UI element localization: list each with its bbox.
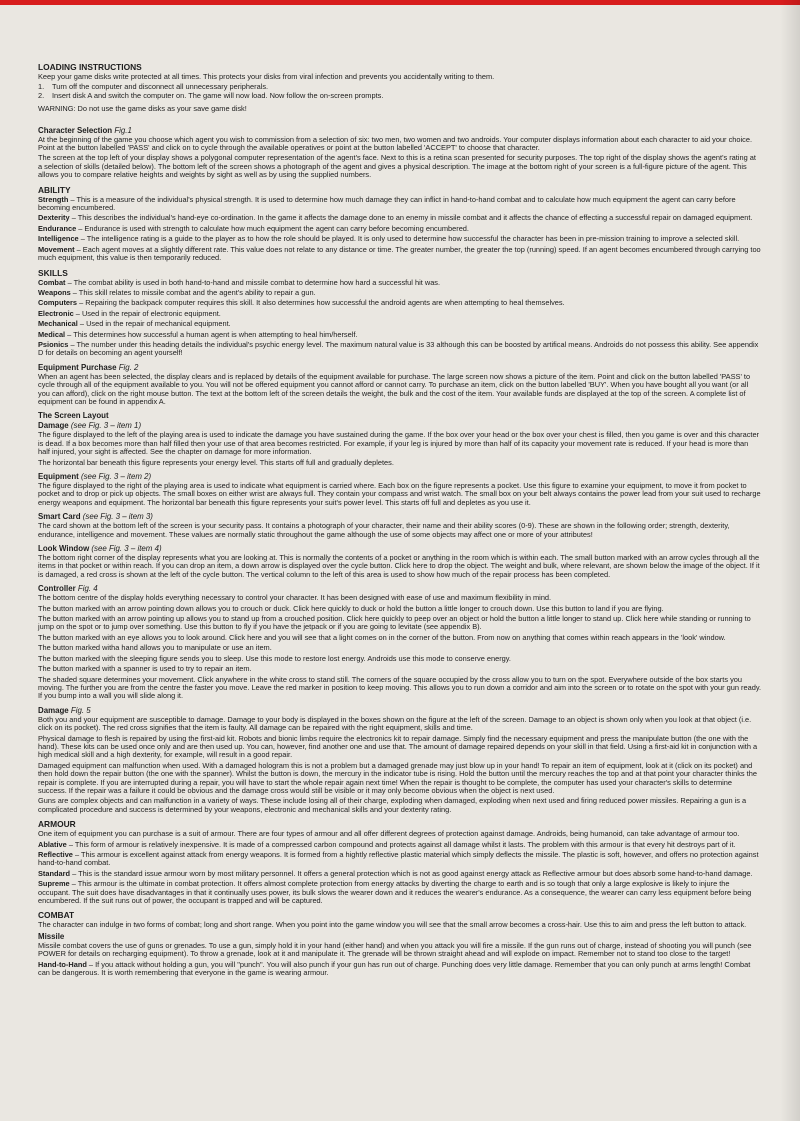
look-window-section (38, 544, 762, 579)
armour-title: ARMOUR (38, 819, 76, 830)
ability-item-strength: Strength – This is a measure of the individual's physical strength. It is used to determine how much damage they can inflict in hand-to-hand combat and to calculate how much equipment the agent can carry before becoming encumbered. (38, 194, 736, 213)
armour-item-supreme: Supreme – This armour is the ultimate in combat protection. It offers almost complete protection from energy attacks by diverting the charge to earth and is so tough that only a large explosive is likely to injure the occupant. The suit does have disadvantages in that it continually uses power, its bulk slows the wearer down and it reduces the wearer's endurance. As a consequence, the wearer can carry less equipment before being encumbered. If the suit runs out of power, the occupant is trapped and will be captured. (38, 879, 752, 906)
paragraph: Damaged equipment can malfunction when used. With a damaged hologram this is not a problem but a damaged grenade may just blow up in your hand! To repair an item of equipment, look at it (click on its pocket) and then hold down the repair button (the one with the spanner). Whilst the button is down, the mercury in the indicator tube is rising. Hold the button until the mercury reaches the top and at that point your character thinks the repair is complete. If you are interrupted during a repair, you will have to start the whole repair again next time! When the repair is thought to be complete, the computer has used your character's skills to determine success. If the repair was a failure it could be obvious and the damage cross would still be visible or it may only become obvious when the object is next used. (38, 760, 757, 795)
armour-item-standard: Standard – This is the standard issue armour worn by most military personnel. It offers a general protection which is not as good against energy attack as Reflective armour but does absorb some hand-to-hand damage. (38, 868, 753, 878)
screen-layout-title: The Screen Layout (38, 411, 109, 421)
ability-item-intelligence: Intelligence – The intelligence rating is a guide to the player as to how the role should be played. It is only used to determine how successful the character has been in pre-mission training to improve a selected skill. (38, 234, 740, 244)
skill-item-weapons: Weapons – This skill relates to missile combat and the agent's ability to repair a gun. (38, 287, 316, 297)
loading-step: 2. Insert disk A and switch the computer on. The game will now load. Now follow the on-screen prompts. (38, 90, 384, 100)
skill-item-psionics: Psionics – The number under this heading details the individual's psychic energy level. The maximum natural value is 33 although this can be boosted by artifical means. Androids do not possess this ability. See appendix D for details on becoming an agent yourself! (38, 339, 759, 358)
armour-item-reflective: Reflective – This armour is excellent against attack from energy weapons. It is formed from a hightly reflective plastic material which simply deflects the missile. The plastic is soft, however, and offers no protection against hand-to-hand combat. (38, 850, 759, 868)
damage-title: Damage Fig. 5 (38, 705, 91, 715)
controller-subtitle: Controller Fig. 4 (38, 584, 98, 594)
combat-title: COMBAT (38, 910, 75, 921)
paragraph: The figure displayed to the left of the playing area is used to indicate the damage you have sustained during the game. If the box over your head or the box over your chest is filled, then you game is over and this character is dead. If a box becomes more than half filled then your use of that area becomes restricted. For example, if your leg is injured by more than half of its capacity your movement rate is reduced. If your head is more than half injured, your sight is affected. See the chapter on damage for more information. (38, 430, 760, 457)
smart-card-subtitle: Smart Card (see Fig. 3 – item 3) (38, 512, 153, 522)
skill-item-electronic: Electronic – Used in the repair of electronic equipment. (38, 308, 221, 318)
paragraph: The button marked with an eye allows you to look around. Click here and you will see that a light comes on in the corner of the button. From now on anything that comes within reach appears in the 'look' window. (38, 632, 726, 642)
skill-item-computers: Computers – Repairing the backpack computer requires this skill. It also determines how successful the android agents are when attempting to heal themselves. (38, 298, 565, 308)
character-selection-title: Character Selection Fig.1 (38, 125, 132, 135)
skill-item-mechanical: Mechanical – Used in the repair of mechanical equipment. (38, 319, 231, 329)
loading-warning: WARNING: Do not use the game disks as your save game disk! (38, 104, 247, 114)
combat-section (38, 910, 762, 977)
ability-title: ABILITY (38, 184, 71, 195)
ability-item-movement: Movement – Each agent moves at a slightly different rate. This value does not relate to any distance or time. The greater number, the greater the top (running) speed. If an agent becomes encumbered through carrying too much equipment, this value is then temporarily reduced. (38, 244, 761, 263)
loading-step: 1. Turn off the computer and disconnect all unnecessary peripherals. (38, 82, 269, 92)
controller-section (38, 584, 762, 700)
paragraph: The figure displayed to the right of the playing area is used to indicate what equipment is carried where. Each box on the figure represents a pocket. Use this figure to examine your equipment, to move it from pocket to pocket and to drop or pick up objects. The small boxes on either wrist are always full. They contain your compass and wrist watch. The small box on your belt always contains the power lead from your suit used to recharge energy weapons and equipment. The horizontal bar beneath this figure represents your suit's power level. This starts off full and depletes as you use it. (38, 481, 761, 507)
skills-title: SKILLS (38, 267, 68, 278)
loading-steps (38, 83, 762, 100)
paragraph: The bottom centre of the display holds everything necessary to control your character. It has been designed with ease of use and maximum flexibility in mind. (38, 593, 552, 603)
equipment-subtitle: Equipment (see Fig. 3 – item 2) (38, 472, 152, 481)
equipment-purchase-section (38, 363, 762, 407)
paragraph: The screen at the top left of your display shows a polygonal computer representation of the agent's face. Next to this is a retina scan presented for security purposes. The top right of the display shows the agent's rating at a selection of skills (detailed below). The bottom left of the screen shows a photograph of the agent and gives a physical description. The image at the bottom right of your screen is a full-figure picture of the agent. This allows you to compare relative heights and weights by sight as well as by using the supplied numbers. (38, 153, 756, 180)
page-fold-shadow (780, 0, 800, 1121)
skills-section (38, 268, 762, 358)
paragraph: Guns are complex objects and can malfunction in a variety of ways. These include losing all of their charge, exploding when damaged, exploding when next used and firing reduced power missiles. Repairing a gun is a complicated procedure and success is determined by your weapons, electronic and mechanical skills and your dexterity rating. (38, 796, 747, 814)
ability-section (38, 185, 762, 263)
equipment-purchase-title: Equipment Purchase Fig. 2 (38, 362, 139, 372)
equipment-section (38, 472, 762, 507)
character-selection-section (38, 126, 762, 180)
paragraph: The button marked with an arrow pointing up allows you to stand up from a crouched position. Click here quickly to peep over an object or hold the button a little longer to stand up. Click here while standing or running to jump on the spot or to jump over something. Use this button to fly if you have the jetpack or if you are going to levitate (see appendix B). (38, 614, 751, 632)
look-window-subtitle: Look Window (see Fig. 3 – item 4) (38, 544, 162, 554)
paragraph: The card shown at the bottom left of the screen is your security pass. It contains a photograph of your character, their name and their ability scores (0-9). These are shown in the following order; strength, dexterity, endurance, intelligence and movement. These values are normally static throughout the game although the use of some objects may affect one or more of your attributes! (38, 521, 730, 539)
ability-item-dexterity: Dexterity – This describes the individual's hand-eye co-ordination. In the game it affects the damage done to an enemy in missile combat and it affects the chance of effecting a successful repair on damaged equipment. (38, 213, 753, 223)
red-edge-strip (0, 0, 800, 5)
paragraph: The button marked with an arrow pointing down allows you to crouch or duck. Click here quickly to duck or hold the button a little longer to crouch down. Use this button to land if you are flying. (38, 603, 664, 613)
hand-to-hand-item: Hand-to-Hand – If you attack without holding a gun, you will "punch". You will also punch if your gun has run out of charge. Punching does very little damage. Remember that you can only punch at arms length! Combat can be dangerous. It is worth remembering that everyone in the game is wearing armour. (38, 959, 751, 978)
damage-section (38, 706, 762, 814)
paragraph: The button marked with the sleeping figure sends you to sleep. Use this mode to restore lost energy. Androids use this mode to conserve energy. (38, 653, 511, 663)
missile-subtitle: Missile (38, 931, 65, 941)
paragraph: The bottom right corner of the display represents what you are looking at. This is normally the contents of a pocket or anything in the room which is within each. The small button marked with an arrow cycles through all the items in that pocket or within reach. If you can drop an item, a down arrow is displayed over the cycle button. Click here to drop the object. The weight and bulk, where relevant, are shown below the image of the object. If it is damaged, a red cross is shown at the left of the cycle button. The vertical column to the left of this area is used to show how much of the repair process has been completed. (38, 553, 760, 579)
loading-intro: Keep your game disks write protected at all times. This protects your disks from viral infection and prevents you accidentally writing to them. (38, 72, 495, 81)
paragraph: At the beginning of the game you choose which agent you wish to commission from a selection of six: two men, two women and two androids. Your computer displays information about each character to aid your choice. Point at the button labelled 'PASS' and click on to cycle through the available operatives or point at the button labelled 'ACCEPT' to choose that character. (38, 134, 752, 153)
paragraph: Both you and your equipment are susceptible to damage. Damage to your body is displayed in the boxes shown on the figure at the left of the screen. Damage to an object is shown only when you look at that object (i.e. click on its pocket). The red cross signifies that the item is faulty. All damage can be repaired with the right equipment, skills and time. (38, 714, 752, 733)
paragraph: The horizontal bar beneath this figure represents your energy level. This starts off full and gradually depletes. (38, 457, 394, 467)
armour-item-ablative: Ablative – This form of armour is relatively inexpensive. It is made of a compressed carbon compound and protects against all damage whilst it lasts. The problem with this armour is that every hit destroys part of it. (38, 839, 736, 849)
armour-intro: One item of equipment you can purchase is a suit of armour. There are four types of armour and all offer different degrees of protection against damage. Androids, being humanoid, can take advantage of armour too. (38, 829, 740, 839)
paragraph: The button marked witha hand allows you to manipulate or use an item. (38, 643, 272, 653)
paragraph: The shaded square determines your movement. Click anywhere in the white cross to stand still. The corners of the square occupied by the cross allow you to turn on the spot. Everywhere outside of the box starts you moving. The further you are from the centre the faster you move. Leave the red marker in position to keep moving. This allows you to run down a corridor and aim into the screen or to rotate on the spot with your gun ready. If you bump into a wall you will slide along it. (38, 674, 762, 701)
armour-section (38, 819, 762, 905)
loading-section (38, 62, 762, 114)
missile-text: Missile combat covers the use of guns or grenades. To use a gun, simply hold it in your hand (either hand) and when you attack you will fire a missile. If the gun runs out of charge, instead of shooting you will punch (see POWER for details on recharging equipment). To throw a grenade, look at it and manipulate it. The grenade will be thrown straight ahead and will explode on impact. Remember not to stand too close to the target! (38, 940, 752, 959)
smart-card-section (38, 512, 762, 539)
loading-title: LOADING INSTRUCTIONS (38, 62, 142, 72)
manual-page (38, 62, 762, 982)
skill-item-medical: Medical – This determines how successful a human agent is when attempting to heal him/herself. (38, 329, 358, 339)
skill-item-combat: Combat – The combat ability is used in both hand-to-hand and missile combat to determine how hard a successful hit was. (38, 277, 441, 287)
paragraph: When an agent has been selected, the display clears and is replaced by details of the equipment available for purchase. The large screen now shows a picture of the item. Point and click on the button labelled 'PASS' to cycle through all of the equipment available to you. You will not be offered equipment you cannot afford or cannot carry. To purchase an item, click on the button labelled 'BUY'. When you have bought all you want (or all you can afford), click on the right mouse button. The text at the bottom left of the screen details the weight, the bulk and the cost of the item. Your available funds are displayed at the top of the screen. A complete list of equipment can be found in appendix A. (38, 371, 751, 406)
combat-intro: The character can indulge in two forms of combat; long and short range. When you point into the game window you will see that the small arrow becomes a cross-hair. Use this to aim and press the left button to attack. (38, 920, 747, 930)
damage-subtitle: Damage (see Fig. 3 – item 1) (38, 421, 142, 431)
ability-item-endurance: Endurance – Endurance is used with strength to calculate how much equipment the agent can carry before becoming encumbered. (38, 223, 469, 233)
paragraph: Physical damage to flesh is repaired by using the first-aid kit. Robots and bionic limbs require the electronics kit to repair damage. Simply find the necessary equipment and press the manipulate button (the one with the hand). These kits can be used once only and are then used up. You can, however, find another one and use that. The amount of damage repaired depends on your skill in that field. Using a first-aid kit in conjunction with a high medical skill and a high dexterity, for example, will result in a good repair. (38, 733, 758, 760)
screen-layout-section (38, 411, 762, 467)
paragraph: The button marked with a spanner is used to try to repair an item. (38, 664, 252, 674)
